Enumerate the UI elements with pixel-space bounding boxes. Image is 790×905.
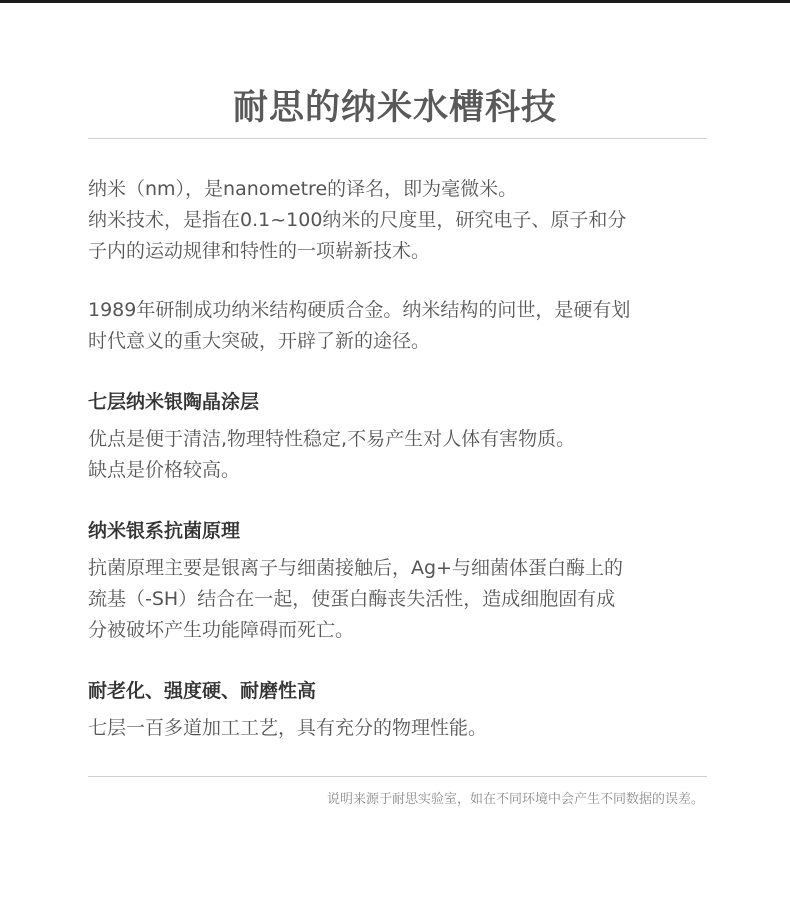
section-line: 缺点是价格较高。 xyxy=(88,459,241,481)
section-antibacterial-principle xyxy=(88,516,713,646)
top-divider xyxy=(88,138,707,139)
intro-line: 子内的运动规律和特性的一项崭新技术。 xyxy=(88,240,431,262)
intro-paragraph xyxy=(88,174,713,267)
section-durability xyxy=(88,676,713,744)
section-heading: 七层纳米银陶晶涂层 xyxy=(88,391,260,413)
history-line: 1989年研制成功纳米结构硬质合金。纳米结构的问世，是硬有划 xyxy=(88,299,631,321)
history-line: 时代意义的重大突破，开辟了新的途径。 xyxy=(88,330,431,352)
section-line: 抗菌原理主要是银离子与细菌接触后，Ag+与细菌体蛋白酶上的 xyxy=(88,557,623,579)
section-heading: 纳米银系抗菌原理 xyxy=(88,520,241,542)
bottom-divider xyxy=(88,776,707,777)
top-border xyxy=(0,0,790,3)
section-line: 优点是便于清洁,物理特性稳定,不易产生对人体有害物质。 xyxy=(88,428,576,450)
section-line: 巯基（-SH）结合在一起，使蛋白酶丧失活性，造成细胞固有成 xyxy=(88,588,616,610)
section-nano-silver-coating xyxy=(88,387,713,486)
page-title: 耐思的纳米水槽科技 xyxy=(232,88,557,129)
article-body xyxy=(88,174,713,744)
intro-line: 纳米技术，是指在0.1~100纳米的尺度里，研究电子、原子和分 xyxy=(88,209,627,231)
section-line: 分被破坏产生功能障碍而死亡。 xyxy=(88,619,355,641)
intro-line: 纳米（nm），是nanometre的译名，即为毫微米。 xyxy=(88,178,518,200)
footnote: 说明来源于耐思实验室，如在不同环境中会产生不同数据的误差。 xyxy=(326,792,704,807)
history-paragraph xyxy=(88,295,713,357)
section-line: 七层一百多道加工工艺，具有充分的物理性能。 xyxy=(88,717,488,739)
section-heading: 耐老化、强度硬、耐磨性高 xyxy=(88,680,317,702)
